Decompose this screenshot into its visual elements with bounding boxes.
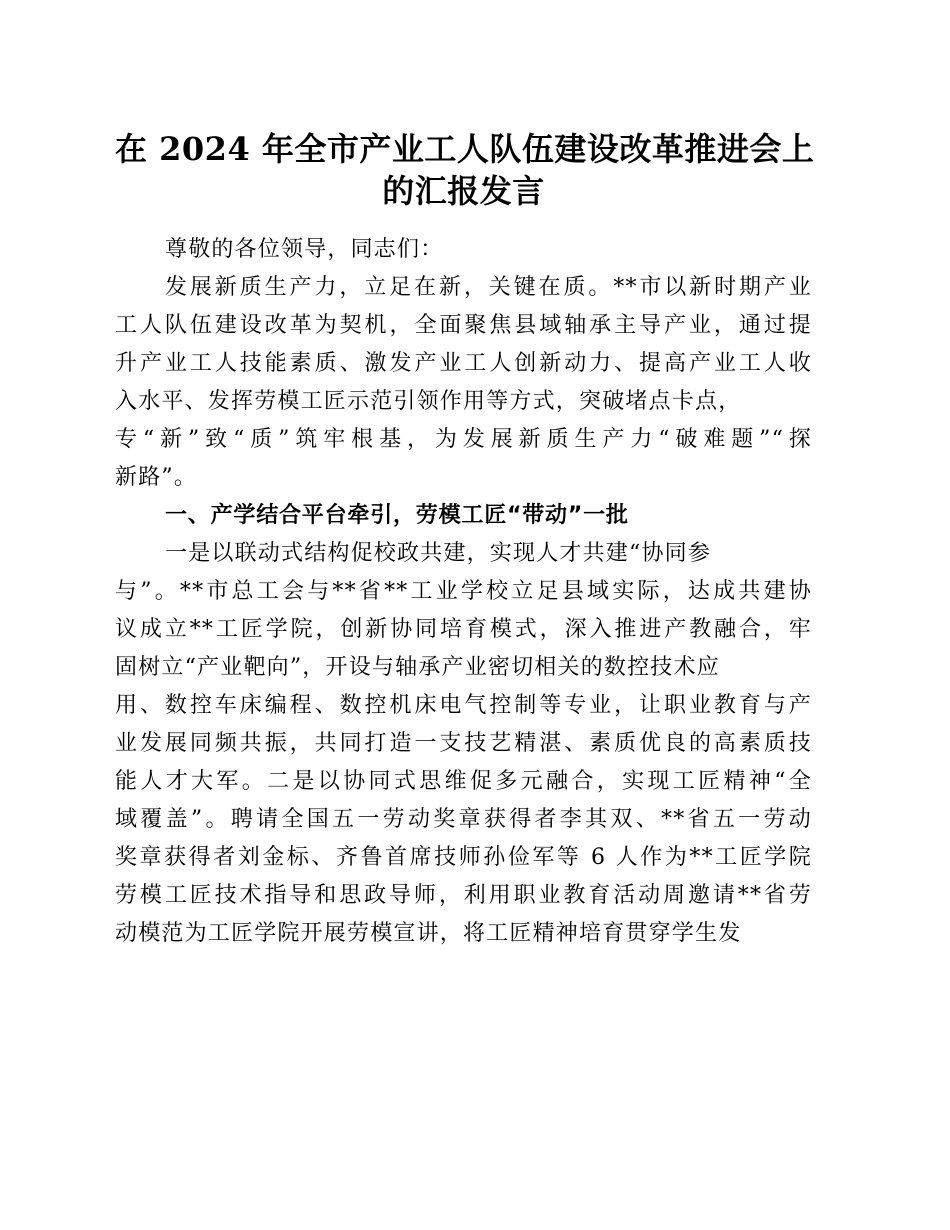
paragraph-line: 发展新质生产力，立足在新，关键在质。**市以新时期产业 [165, 275, 812, 300]
title-line-1: 在 2024 年全市产业工人队伍建设改革推进会上 [115, 130, 815, 168]
paragraph-line: 议成立**工匠学院，创新协同培育模式，深入推进产教融合，牢 [115, 617, 812, 642]
paragraph-line: 业发展同频共振，共同打造一支技艺精湛、素质优良的高素质技 [115, 731, 812, 756]
document-body [115, 231, 812, 953]
paragraph-line: 动模范为工匠学院开展劳模宣讲，将工匠精神培育贯穿学生发 [115, 921, 742, 946]
paragraph-line: 新路”。 [115, 465, 198, 490]
section-heading: 一、产学结合平台牵引，劳模工匠“带动”一批 [165, 503, 629, 528]
paragraph-line: 入水平、发挥劳模工匠示范引领作用等方式，突破堵点卡点， [115, 389, 742, 414]
paragraph-line: 工人队伍建设改革为契机，全面聚焦县域轴承主导产业，通过提 [115, 313, 812, 338]
paragraph-line: 专“新”致“质”筑牢根基，为发展新质生产力“破难题”“探 [115, 427, 812, 452]
paragraph-line: 能人才大军。二是以协同式思维促多元融合，实现工匠精神“全 [115, 769, 812, 794]
title-line-2: 的汇报发言 [382, 172, 545, 210]
paragraph-line: 一是以联动式结构促校政共建，实现人才共建“协同参 [165, 541, 712, 566]
intro-paragraph [115, 269, 812, 497]
section-paragraph [115, 535, 812, 953]
paragraph-line: 用、数控车床编程、数控机床电气控制等专业，让职业教育与产 [115, 693, 812, 718]
paragraph-line: 固树立“产业靶向”，开设与轴承产业密切相关的数控技术应 [115, 655, 720, 680]
document-page [115, 128, 815, 953]
salutation: 尊敬的各位领导，同志们： [165, 237, 444, 262]
paragraph-line: 劳模工匠技术指导和思政导师，利用职业教育活动周邀请**省劳 [115, 883, 812, 908]
paragraph-line: 域覆盖”。聘请全国五一劳动奖章获得者李其双、**省五一劳动 [115, 807, 812, 832]
paragraph-line: 升产业工人技能素质、激发产业工人创新动力、提高产业工人收 [115, 351, 812, 376]
document-title [115, 128, 815, 212]
paragraph-line: 奖章获得者刘金标、齐鲁首席技师孙俭军等 6 人作为**工匠学院 [115, 845, 812, 870]
paragraph-line: 与”。**市总工会与**省**工业学校立足县域实际，达成共建协 [115, 579, 812, 604]
